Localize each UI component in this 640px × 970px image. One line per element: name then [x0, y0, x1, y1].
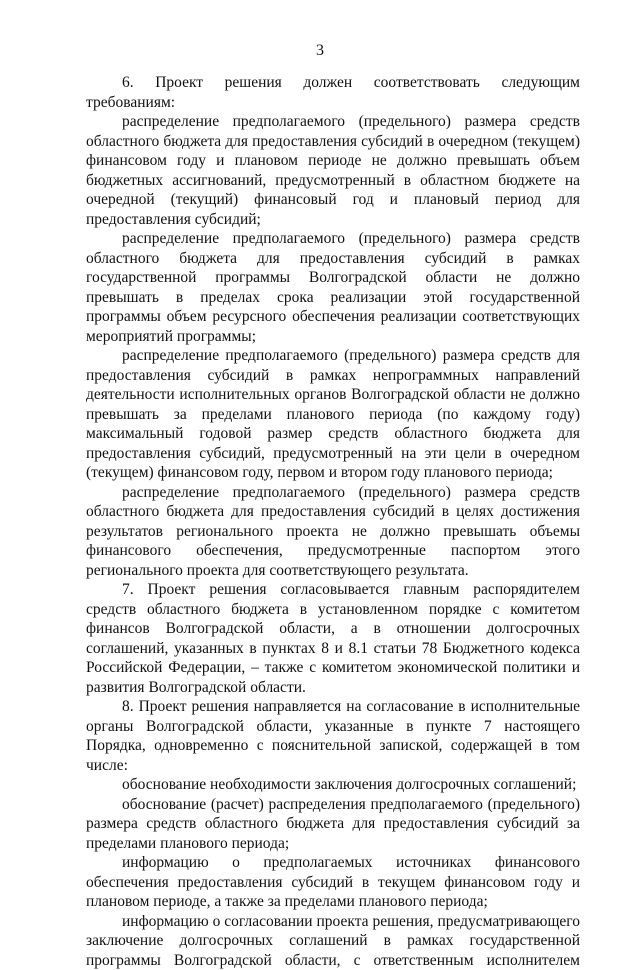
paragraph-approval-info: информацию о согласовании проекта решения, предусматривающего заключение долгосрочных соглашений в рамках государственной программы Волгоградской области, с ответственным исполнителем [86, 912, 580, 970]
paragraph-item-6-heading: 6. Проект решения должен соответствовать следующим требованиям: [86, 73, 580, 112]
paragraph-requirement-state-program: распределение предполагаемого (предельного) размера средств областного бюджета для предоставления субсидий в рамках государственной программы Волгоградской области не должно превышать в пределах срока реализации этой государственной программы объем ресурсного обеспечения реализации соответствующих мероприятий программы; [86, 229, 580, 346]
document-body [86, 73, 580, 970]
paragraph-requirement-budget-limit: распределение предполагаемого (предельного) размера средств областного бюджета для предоставления субсидий в очередном (текущем) финансовом году и плановом периоде не должно превышать объем бюджетных ассигнований, предусмотренный в областном бюджете на очередной (текущий) финансовый год и плановый период для предоставления субсидий; [86, 112, 580, 229]
paragraph-item-8: 8. Проект решения направляется на согласование в исполнительные органы Волгоградской области, указанные в пункте 7 настоящего Порядка, одновременно с пояснительной запиской, содержащей в том числе: [86, 697, 580, 775]
paragraph-requirement-non-program: распределение предполагаемого (предельного) размера средств для предоставления субсидий в рамках непрограммных направлений деятельности исполнительных органов Волгоградской области не должно превышать за пределами планового периода (по каждому году) максимальный годовой размер средств областного бюджета для предоставления субсидий, предусмотренный на эти цели в очередном (текущем) финансовом году, первом и втором году планового периода; [86, 346, 580, 483]
paragraph-funding-sources: информацию о предполагаемых источниках финансового обеспечения предоставления субсидий в текущем финансовом году и плановом периоде, а также за пределами планового периода; [86, 853, 580, 912]
paragraph-justification-calculation: обоснование (расчет) распределения предполагаемого (предельного) размера средств областного бюджета для предоставления субсидий за пределами планового периода; [86, 795, 580, 854]
paragraph-requirement-regional-project: распределение предполагаемого (предельного) размера средств областного бюджета для предоставления субсидий в целях достижения результатов регионального проекта не должно превышать объемы финансового обеспечения, предусмотренные паспортом этого регионального проекта для соответствующего результата. [86, 483, 580, 581]
page-number: 3 [0, 42, 640, 60]
paragraph-justification-necessity: обоснование необходимости заключения долгосрочных соглашений; [86, 775, 580, 795]
paragraph-item-7: 7. Проект решения согласовывается главным распорядителем средств областного бюджета в установленном порядке с комитетом финансов Волгоградской области, а в отношении долгосрочных соглашений, указанных в пунктах 8 и 8.1 статьи 78 Бюджетного кодекса Российской Федерации, – также с комитетом экономической политики и развития Волгоградской области. [86, 580, 580, 697]
